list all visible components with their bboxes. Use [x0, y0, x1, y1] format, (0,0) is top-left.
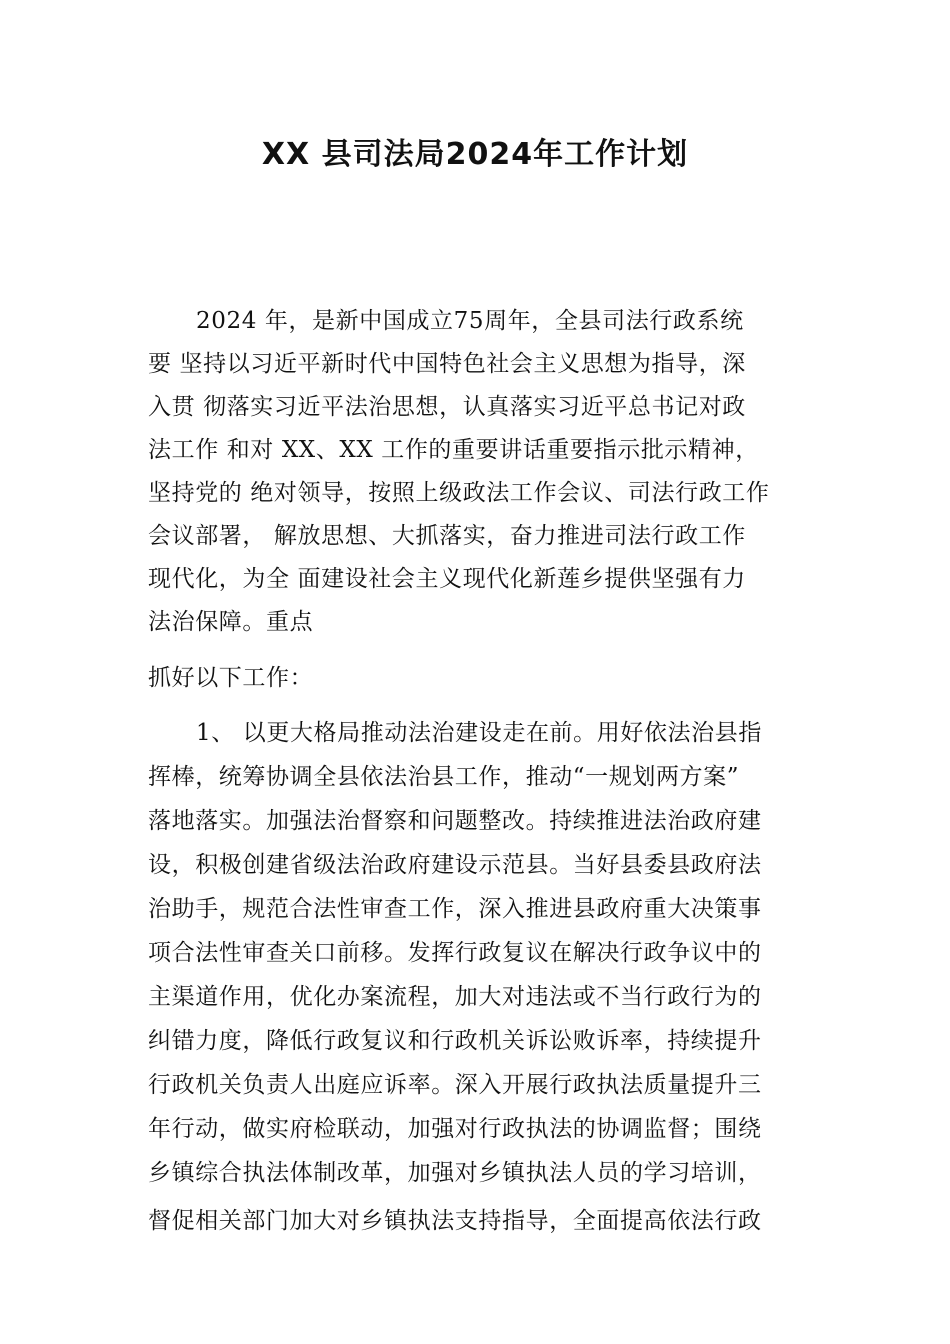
paragraph-2-line: 行政机关负责人出庭应诉率。深入开展行政执法质量提升三 [148, 1072, 762, 1098]
paragraph-2-line: 设，积极创建省级法治政府建设示范县。当好县委县政府法 [148, 852, 762, 878]
paragraph-1-line: 要 坚持以习近平新时代中国特色社会主义思想为指导，深 [148, 351, 746, 377]
paragraph-2-line: 年行动，做实府检联动，加强对行政执法的协调监督；围绕 [148, 1116, 762, 1142]
paragraph-2-line: 主渠道作用，优化办案流程，加大对违法或不当行政行为的 [148, 984, 762, 1010]
paragraph-1-line: 坚持党的 绝对领导，按照上级政法工作会议、司法行政工作 [148, 480, 770, 506]
paragraph-2-line: 挥棒，统筹协调全县依法治县工作，推动“一规划两方案” [148, 764, 740, 790]
document-title: XX 县司法局2024年工作计划 [261, 137, 689, 172]
paragraph-2-line: 1、 以更大格局推动法治建设走在前。用好依法治县指 [196, 720, 762, 746]
paragraph-2-line: 乡镇综合执法体制改革，加强对乡镇执法人员的学习培训， [148, 1160, 762, 1186]
paragraph-1-line: 会议部署， 解放思想、大抓落实，奋力推进司法行政工作 [148, 523, 746, 549]
paragraph-1-line: 现代化，为全 面建设社会主义现代化新莲乡提供坚强有力 [148, 566, 746, 592]
paragraph-1-line: 法工作 和对 XX、XX 工作的重要讲话重要指示批示精神， [148, 437, 759, 463]
paragraph-2-line: 项合法性审查关口前移。发挥行政复议在解决行政争议中的 [148, 940, 762, 966]
paragraph-2-line: 治助手，规范合法性审查工作，深入推进县政府重大决策事 [148, 896, 762, 922]
paragraph-2-line: 督促相关部门加大对乡镇执法支持指导，全面提高依法行政 [148, 1208, 762, 1234]
paragraph-1-line: 法治保障。重点 [148, 609, 314, 635]
intro-line: 抓好以下工作： [148, 665, 314, 691]
paragraph-2-line: 落地落实。加强法治督察和问题整改。持续推进法治政府建 [148, 808, 762, 834]
paragraph-1-line: 入贯 彻落实习近平法治思想，认真落实习近平总书记对政 [148, 394, 746, 420]
paragraph-2-line: 纠错力度，降低行政复议和行政机关诉讼败诉率，持续提升 [148, 1028, 762, 1054]
paragraph-1-line: 2024 年，是新中国成立75周年，全县司法行政系统 [196, 308, 744, 334]
